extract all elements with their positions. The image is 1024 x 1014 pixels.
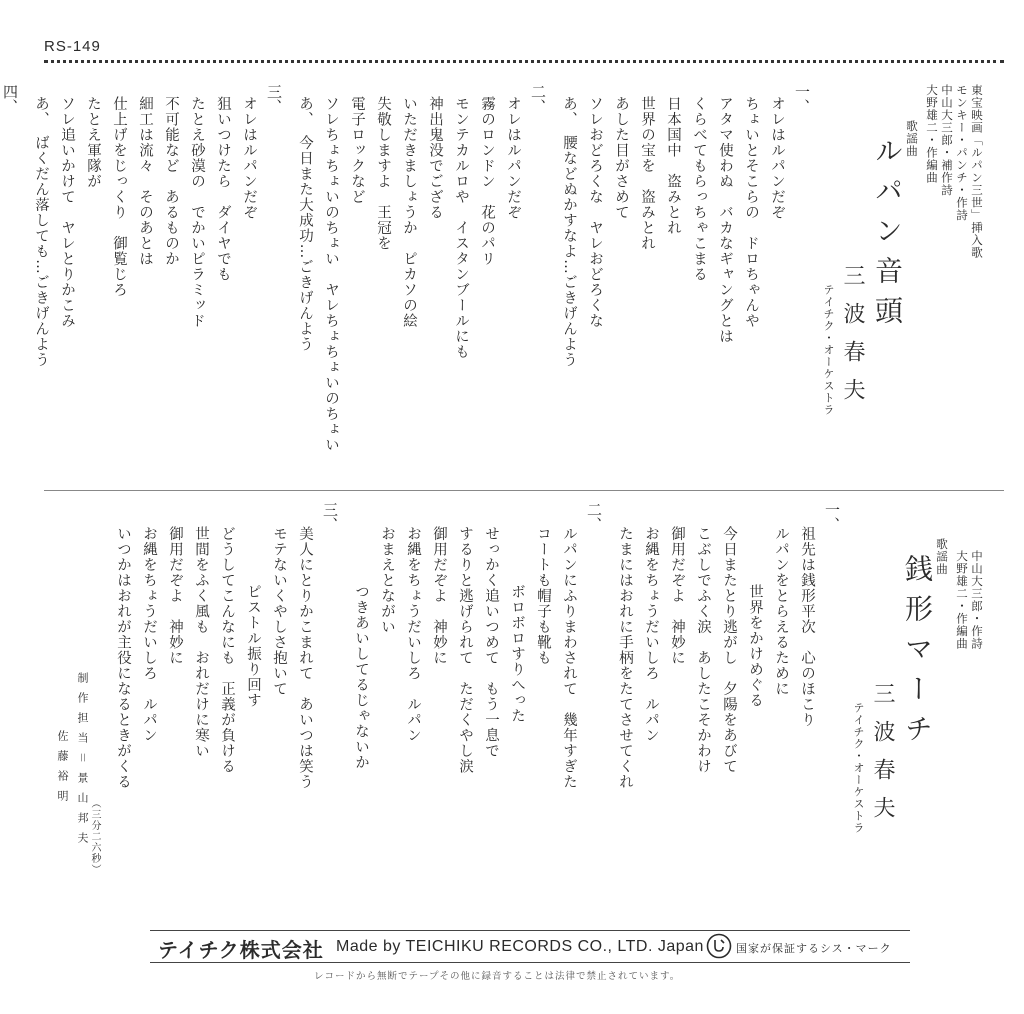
song2-credit-lyrics: 中山大三郎・作詩 bbox=[970, 550, 984, 650]
staff-name: 佐藤裕明 bbox=[56, 730, 69, 810]
song1-verse-1 bbox=[556, 84, 812, 476]
song1-orchestra: テイチク・オーケストラ bbox=[822, 284, 835, 416]
lyric-line: お縄をちょうだいしろ ルパン bbox=[141, 526, 157, 743]
song2-duration: （三分二六秒） bbox=[89, 798, 100, 875]
lyric-line: ルパンをとらえるために bbox=[773, 526, 789, 697]
production-staff bbox=[52, 672, 92, 852]
mark-label: 国家が保証するシス・マーク bbox=[736, 942, 892, 955]
lyric-line: 世界をかけめぐる bbox=[747, 584, 763, 708]
footer-top-rule bbox=[150, 930, 910, 931]
lyric-line: つきあいしてるじゃないか bbox=[353, 584, 369, 770]
lyric-line: 御用だぞよ 神妙に bbox=[431, 526, 447, 666]
lyric-line: 不可能など あるものか bbox=[163, 96, 179, 267]
lyric-line: お縄をちょうだいしろ ルパン bbox=[405, 526, 421, 743]
lyric-line: こぶしでふく涙 あしたこそかわけ bbox=[695, 526, 711, 774]
song2-verse-3 bbox=[110, 502, 340, 912]
lyric-line: 御用だぞよ 神妙に bbox=[669, 526, 685, 666]
song1-artist: 三波春夫 bbox=[840, 264, 865, 416]
song2-artist: 三波春夫 bbox=[870, 682, 895, 834]
lyric-line: オレはルパンだぞ bbox=[241, 96, 257, 220]
song1-genre: 歌謡曲 bbox=[905, 120, 919, 158]
verse-number: 一、 bbox=[793, 84, 811, 114]
teichiku-logo: テイチク株式会社 bbox=[158, 938, 324, 962]
jis-mark-icon bbox=[706, 933, 732, 959]
lyric-line: あ、 ばくだん落しても…ごきげんよう bbox=[33, 96, 49, 368]
lyric-line: 霧のロンドン 花のパリ bbox=[479, 96, 495, 267]
song1-credit-lyrics-supplement: 中山大三郎・補作詩 bbox=[940, 84, 954, 197]
song1-title: ルパン音頭 bbox=[871, 136, 904, 336]
footer-bottom-rule bbox=[150, 962, 910, 963]
song2-orchestra: テイチク・オーケストラ bbox=[852, 702, 865, 834]
lyric-line: いただきましょうか ピカソの絵 bbox=[401, 96, 417, 329]
lyric-line: オレはルパンだぞ bbox=[505, 96, 521, 220]
catalog-number: RS-149 bbox=[44, 38, 101, 55]
verse-number: 一、 bbox=[823, 502, 841, 532]
song2-title: 銭形マーチ bbox=[901, 554, 934, 754]
lyric-line: ソレおどろくな ヤレおどろくな bbox=[587, 96, 603, 329]
lyric-line: ルパンにふりまわされて 幾年すぎた bbox=[561, 526, 577, 790]
lyric-line: 祖先は銭形平次 心のほこり bbox=[799, 526, 815, 728]
lyric-line: 世界の宝を 盗みとれ bbox=[639, 96, 655, 251]
lyric-line: たとえ軍隊が bbox=[85, 96, 101, 189]
song1-credit-lyrics: モンキー・パンチ・作詩 bbox=[955, 84, 969, 222]
lyric-line: どうしてこんなにも 正義が負ける bbox=[219, 526, 235, 774]
lyric-line: 世間をふく風も おれだけに寒い bbox=[193, 526, 209, 759]
lyric-line: 今日またとり逃がし 夕陽をあびて bbox=[721, 526, 737, 774]
lyric-line: あした目がさめて bbox=[613, 96, 629, 220]
verse-number: 三、 bbox=[321, 502, 339, 532]
lyric-line: オレはルパンだぞ bbox=[769, 96, 785, 220]
lyric-line: あ、 腰などぬかすなよ…ごきげんよう bbox=[561, 96, 577, 368]
song2-credit-composer: 大野雄二・作編曲 bbox=[955, 550, 969, 650]
lyric-line: ソレ追いかけて ヤレとりかこみ bbox=[59, 96, 75, 329]
verse-number: 四、 bbox=[1, 84, 19, 114]
song2-artist-block bbox=[868, 682, 896, 912]
song2-credits bbox=[954, 502, 984, 912]
middle-divider bbox=[44, 490, 1004, 491]
song1-credit-composer: 大野雄二・作編曲 bbox=[925, 84, 939, 184]
lyric-line: くらべてもらっちゃこまる bbox=[691, 96, 707, 282]
lyric-line: モンテカルロや イスタンブールにも bbox=[453, 96, 469, 360]
song2-verse-2 bbox=[348, 502, 604, 912]
song1-verse-2 bbox=[292, 84, 548, 476]
lyric-line: 電子ロックなど bbox=[349, 96, 365, 205]
copyright-notice: レコードから無断でテープその他に録音することは法律で禁止されています。 bbox=[314, 971, 681, 982]
song-ルパン音頭 bbox=[1, 84, 984, 476]
lyric-line: ソレちょちょいのちょい ヤレちょちょいのちょい bbox=[323, 96, 339, 453]
lyric-line: たまにはおれに手柄をたてさせてくれ bbox=[617, 526, 633, 790]
lyric-line: ちょいとそこらの ドロちゃんや bbox=[743, 96, 759, 329]
top-dotted-divider bbox=[44, 60, 1004, 63]
lyric-line: あ、 今日また大成功…ごきげんよう bbox=[297, 96, 313, 353]
song-銭形マーチ bbox=[24, 502, 984, 912]
staff-label: 制作担当＝景山邦夫 bbox=[76, 672, 89, 852]
lyric-line: ピストル振り回す bbox=[245, 584, 261, 708]
lyric-line: 日本国中 盗みとれ bbox=[665, 96, 681, 236]
lyric-line: ボロボロすりへった bbox=[509, 584, 525, 724]
song2-verse-1 bbox=[612, 502, 842, 912]
lyric-line: たとえ砂漠の でかいピラミッド bbox=[189, 96, 205, 329]
song1-verse-4 bbox=[0, 84, 20, 476]
song1-verse-3 bbox=[28, 84, 284, 476]
lyric-line: 仕上げをじっくり 御覧じろ bbox=[111, 96, 127, 298]
song1-artist-block bbox=[838, 264, 866, 476]
verse-number: 二、 bbox=[585, 502, 603, 532]
song1-credits bbox=[924, 84, 984, 476]
lyric-line: 神出鬼没でござる bbox=[427, 96, 443, 220]
lyric-line: せっかく追いつめて もう一息で bbox=[483, 526, 499, 759]
verse-number: 二、 bbox=[529, 84, 547, 114]
lyric-line: 失敬しますよ 王冠を bbox=[375, 96, 391, 251]
song2-genre: 歌謡曲 bbox=[935, 538, 949, 576]
lyric-line: 細工は流々 そのあとは bbox=[137, 96, 153, 267]
song1-credit-movie: 東宝映画「ルパン三世」挿入歌 bbox=[970, 84, 984, 259]
lyric-line: モテないくやしさ抱いて bbox=[271, 526, 287, 697]
lyric-line: 狙いつけたら ダイヤでも bbox=[215, 96, 231, 282]
lyric-line: 美人にとりかこまれて あいつは笑う bbox=[297, 526, 313, 790]
lyric-line: アタマ使わぬ バカなギャングとは bbox=[717, 96, 733, 344]
lyric-line: 御用だぞよ 神妙に bbox=[167, 526, 183, 666]
lyric-line: するりと逃げられて ただくやし涙 bbox=[457, 526, 473, 774]
made-by-text: Made by TEICHIKU RECORDS CO., LTD. Japan bbox=[336, 938, 704, 955]
lyric-line: コートも帽子も靴も bbox=[535, 526, 551, 666]
lyric-line: いつかはおれが主役になるときがくる bbox=[115, 526, 131, 790]
lyric-line: おまえとながい bbox=[379, 526, 395, 635]
verse-number: 三、 bbox=[265, 84, 283, 114]
lyric-line: お縄をちょうだいしろ ルパン bbox=[643, 526, 659, 743]
